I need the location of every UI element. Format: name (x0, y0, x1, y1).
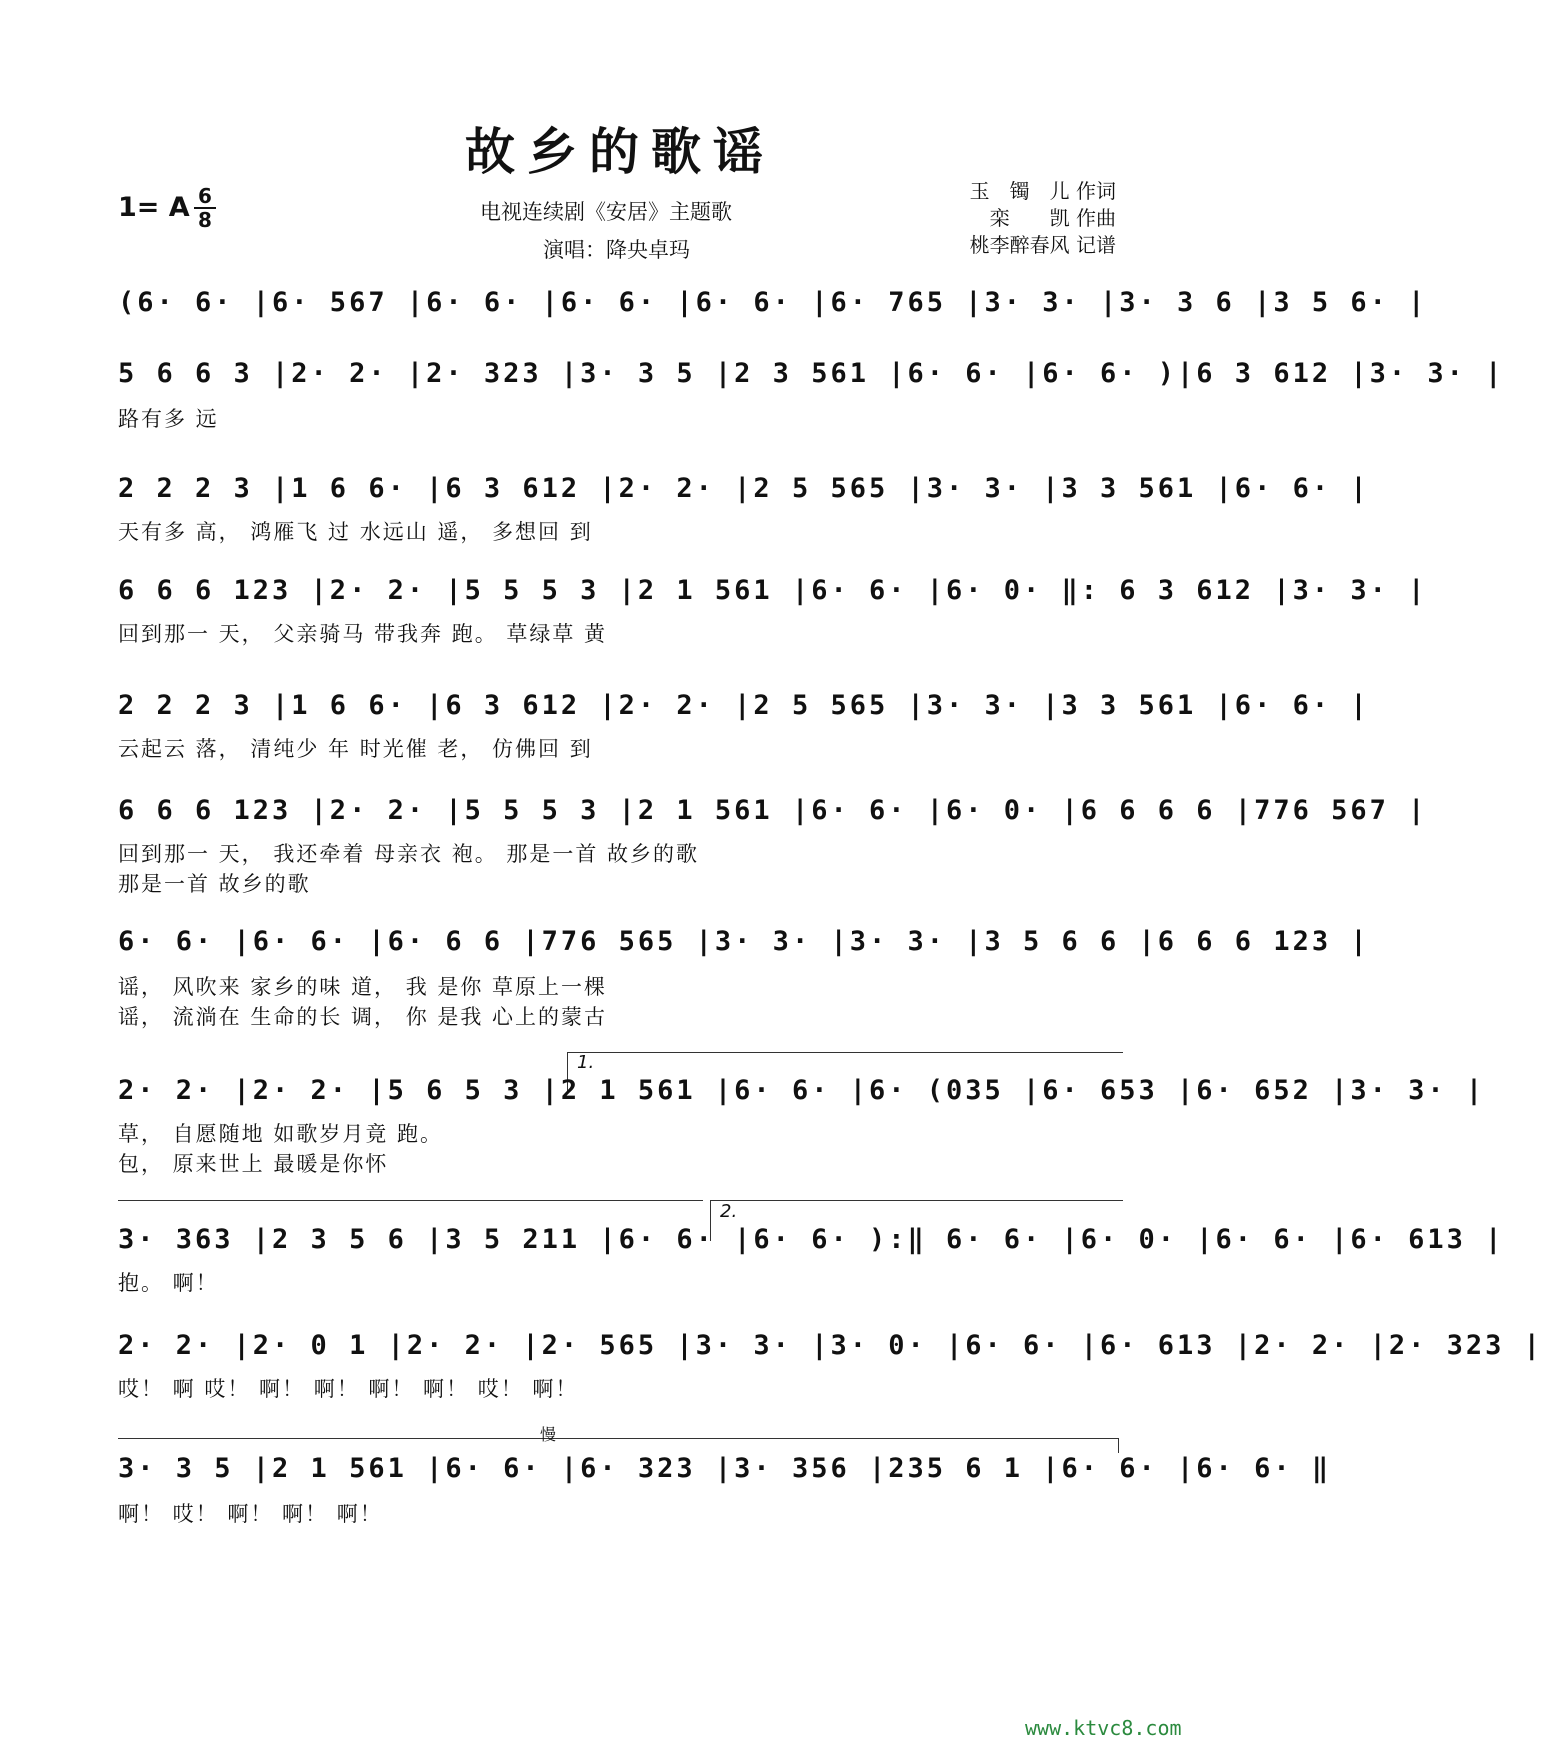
lyric-line-2: 谣， 流淌在 生命的长 调， 你 是我 心上的蒙古 (118, 1005, 608, 1029)
notation-line: 6 6 6 123 |2· 2· |5 5 5 3 |2 1 561 |6· 6· |6· 0· ‖: 6 3 612 |3· 3· | (118, 566, 1123, 616)
notation-line: 2 2 2 3 |1 6 6· |6 3 612 |2· 2· |2 5 565 |3· 3· |3 3 561 |6· 6· | (118, 681, 1123, 731)
lyric-line-2: 那是一首 故乡的歌 (118, 872, 311, 896)
notation-line: 3· 3 5 |2 1 561 |6· 6· |6· 323 |3· 356 |235 6 1 |6· 6· |6· 6· ‖ (118, 1444, 1123, 1494)
lyric-line: 啊！ 哎！ 啊！ 啊！ 啊！ (118, 1502, 383, 1526)
watermark: www.ktvc8.com (1025, 1716, 1182, 1740)
lyricist: 玉 镯 儿 作词 (969, 179, 1116, 203)
lyric-line: 抱。 啊！ (118, 1271, 219, 1295)
notation-line: 2· 2· |2· 2· |5 6 5 3 |2 1 561 |6· 6· |6· (035 |6· 653 |6· 652 |3· 3· | (118, 1066, 1123, 1116)
lyric-line: 哎！ 啊 哎！ 啊！ 啊！ 啊！ 啊！ 哎！ 啊！ (118, 1377, 579, 1401)
volta-label-2: 2. (720, 1201, 738, 1222)
credits (940, 178, 1116, 259)
lyric-line: 谣， 风吹来 家乡的味 道， 我 是你 草原上一棵 (118, 975, 608, 999)
notation-line: (6· 6· |6· 567 |6· 6· |6· 6· |6· 6· |6· 765 |3· 3· |3· 3 6 |3 5 6· | (118, 278, 1123, 328)
lyric-line-2: 包， 原来世上 最暖是你怀 (118, 1152, 389, 1176)
notation-line: 6 6 6 123 |2· 2· |5 5 5 3 |2 1 561 |6· 6· |6· 0· |6 6 6 6 |776 567 | (118, 786, 1123, 836)
composer: 栾 凯 作曲 (989, 206, 1116, 230)
notation-line: 2· 2· |2· 0 1 |2· 2· |2· 565 |3· 3· |3· 0· |6· 6· |6· 613 |2· 2· |2· 323 | (118, 1321, 1123, 1371)
lyric-line: 草， 自愿随地 如歌岁月竟 跑。 (118, 1122, 444, 1146)
subtitle: 电视连续剧《安居》主题歌 (480, 200, 732, 224)
notation-line: 3· 363 |2 3 5 6 |3 5 211 |6· 6· |6· 6· ):‖ 6· 6· |6· 0· |6· 6· |6· 613 | (118, 1215, 1123, 1265)
key-signature: 1= A (118, 192, 190, 223)
notation-line: 6· 6· |6· 6· |6· 6 6 |776 565 |3· 3· |3· 3· |3 5 6 6 |6 6 6 123 | (118, 917, 1123, 967)
page-title: 故乡的歌谣 (465, 122, 775, 181)
volta-continuation (118, 1200, 703, 1201)
meter-top: 6 (198, 184, 212, 208)
volta-label-1: 1. (577, 1052, 595, 1073)
lyric-line: 路有多 远 (118, 407, 219, 431)
singer: 演唱：降央卓玛 (543, 238, 690, 262)
lyric-line: 天有多 高， 鸿雁飞 过 水远山 遥， 多想回 到 (118, 520, 593, 544)
lyric-line: 云起云 落， 清纯少 年 时光催 老， 仿佛回 到 (118, 737, 593, 761)
lyric-line: 回到那一 天， 我还牵着 母亲衣 袍。 那是一首 故乡的歌 (118, 842, 700, 866)
meter-bottom: 8 (198, 208, 212, 232)
time-signature (194, 186, 216, 230)
lyric-line: 回到那一 天， 父亲骑马 带我奔 跑。 草绿草 黄 (118, 622, 608, 646)
transcriber: 桃李醉春风 记谱 (969, 233, 1116, 257)
tempo-mark: 慢 (540, 1425, 557, 1444)
notation-line: 2 2 2 3 |1 6 6· |6 3 612 |2· 2· |2 5 565 |3· 3· |3 3 561 |6· 6· | (118, 464, 1123, 514)
notation-line: 5 6 6 3 |2· 2· |2· 323 |3· 3 5 |2 3 561 |6· 6· |6· 6· )|6 3 612 |3· 3· | (118, 349, 1123, 399)
